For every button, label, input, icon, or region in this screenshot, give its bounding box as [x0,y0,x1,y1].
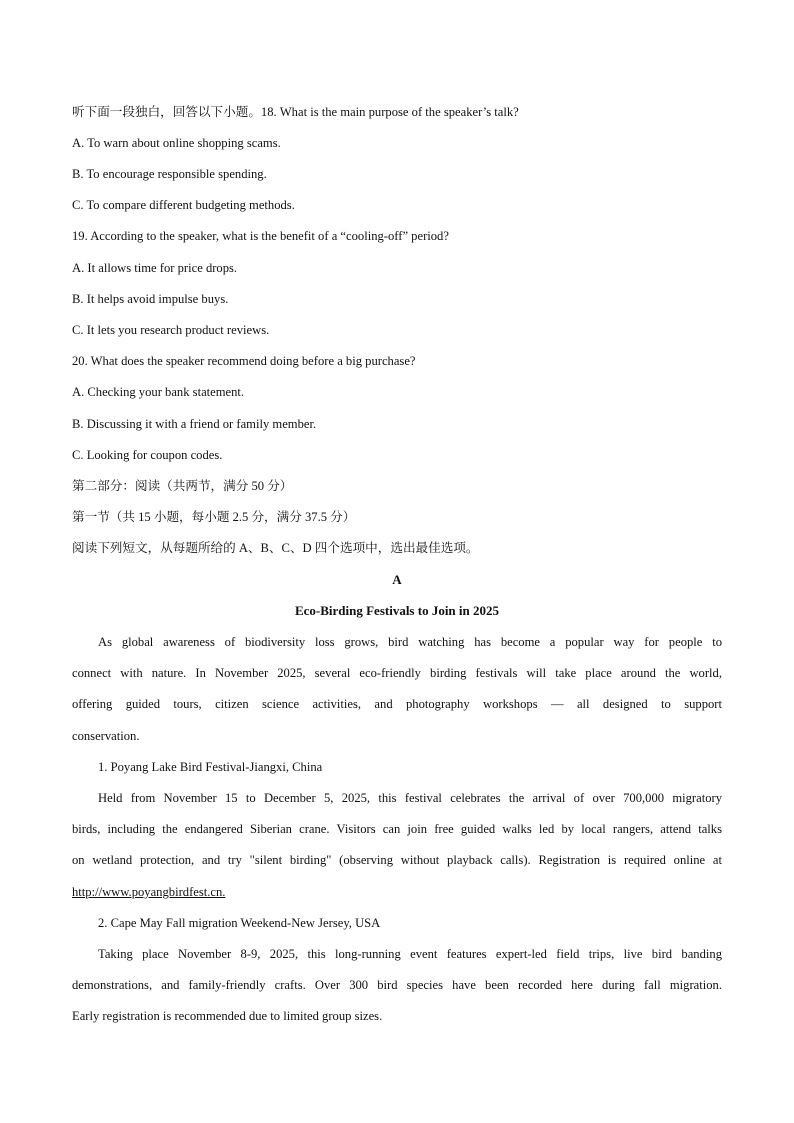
q19-option-a: A. It allows time for price drops. [72,261,238,275]
q18-option-c: C. To compare different budgeting methods. [72,198,295,212]
question-19-stem: 19. According to the speaker, what is the benefit of a “cooling-off” period? [72,229,449,243]
reading-section-heading: 第一节（共 15 小题，每小题 2.5 分，满分 37.5 分） [72,510,356,524]
intro-line-2: connect with nature. In November 2025, several eco-friendly birding festivals will take place around the world, [72,666,722,680]
listening-q18-line [72,104,519,120]
festival-2-line-1: Taking place November 8-9, 2025, this long-running event features expert-led field trips, live bird banding [98,947,722,961]
festival-1-line-2: birds, including the endangered Siberian crane. Visitors can join free guided walks led by local rangers, attend talks [72,822,722,836]
intro-line-1: As global awareness of biodiversity loss grows, bird watching has become a popular way for people to [98,635,722,649]
festival-1-line-3: on wetland protection, and try "silent birding" (observing without playback calls). Registration is required online at [72,853,722,867]
q18-option-b: B. To encourage responsible spending. [72,167,267,181]
festival-2-line-3: Early registration is recommended due to limited group sizes. [72,1009,383,1023]
q20-option-c: C. Looking for coupon codes. [72,448,223,462]
q19-option-b: B. It helps avoid impulse buys. [72,292,229,306]
listening-intro: 听下面一段独白，回答以下小题。 [72,105,261,119]
festival-1-line-1: Held from November 15 to December 5, 2025, this festival celebrates the arrival of over 700,000 migratory [98,791,722,805]
festival-2-line-2: demonstrations, and family-friendly crafts. Over 300 bird species have been recorded here during fall migration. [72,978,722,992]
intro-line-3: offering guided tours, citizen science activities, and photography workshops — all designed to support [72,697,722,711]
q20-option-b: B. Discussing it with a friend or family member. [72,417,317,431]
question-18-stem: 18. What is the main purpose of the speaker’s talk? [260,105,519,119]
intro-line-4: conservation. [72,729,140,743]
festival-1-url-link[interactable]: http://www.poyangbirdfest.cn. [72,885,226,899]
question-20-stem: 20. What does the speaker recommend doing before a big purchase? [72,354,416,368]
q20-option-a: A. Checking your bank statement. [72,385,245,399]
passage-title: Eco-Birding Festivals to Join in 2025 [294,603,500,618]
q19-option-c: C. It lets you research product reviews. [72,323,270,337]
passage-letter: A [392,572,402,587]
festival-2-heading: 2. Cape May Fall migration Weekend-New Jersey, USA [98,916,381,930]
q18-option-a: A. To warn about online shopping scams. [72,136,281,150]
reading-instruction: 阅读下列短文，从每题所给的 A、B、C、D 四个选项中，选出最佳选项。 [72,541,479,555]
reading-part-heading: 第二部分：阅读（共两节，满分 50 分） [72,479,293,493]
festival-1-heading: 1. Poyang Lake Bird Festival-Jiangxi, China [98,760,323,774]
